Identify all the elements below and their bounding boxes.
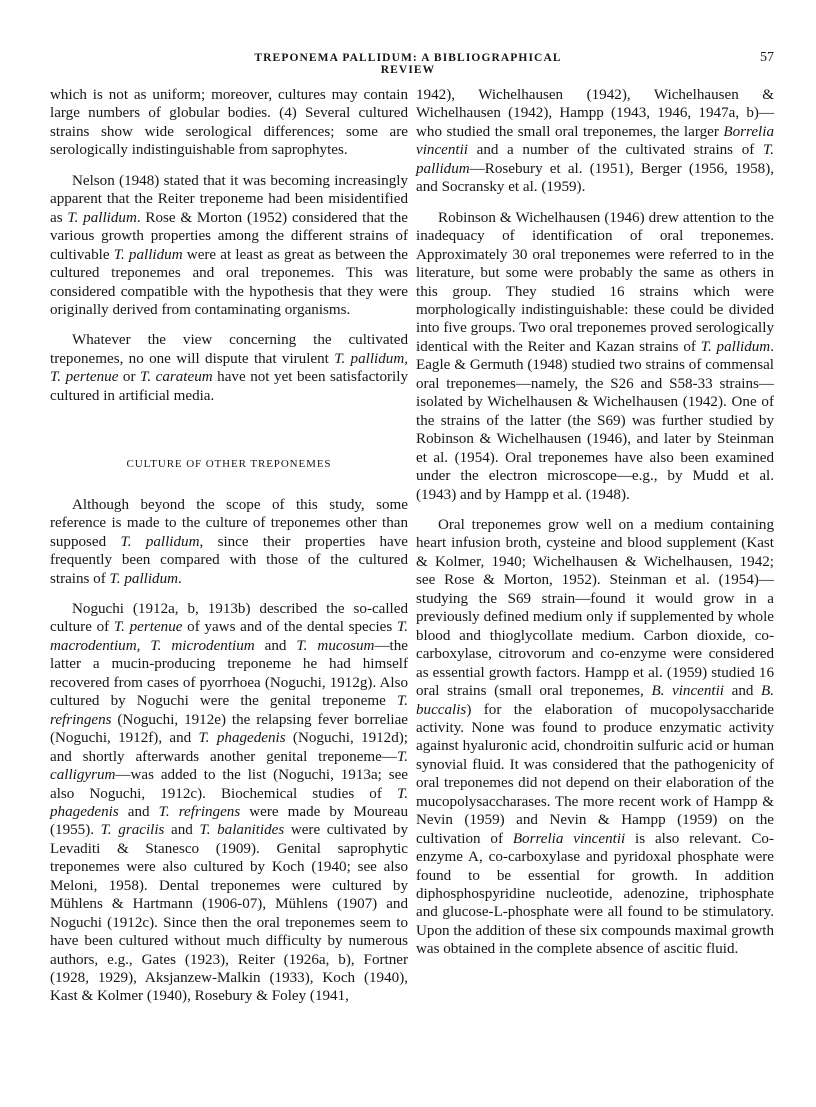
section-heading: CULTURE OF OTHER TREPONEMES xyxy=(126,458,332,471)
paragraph: 1942), Wichelhausen (1942), Wichelhausen & Wichelhausen (1942), Hampp (1943, 1946, 1947a, b)—who studied the small oral treponemes, the larger Borrelia vincentii and a number of the cultivated strains of T. pallidum—Rosebury et al. (1951), Berger (1956, 1958), and Socransky et al. (1959). xyxy=(416,87,774,196)
paragraph: Nelson (1948) stated that it was becoming increasingly apparent that the Reiter treponeme had been misidentified as T. pallidum. Rose & Morton (1952) considered that the various growth properties among the different strains of cultivable T. pallidum were at least as great as between the cultured treponemes and oral treponemes. This was considered compatible with the hypothesis that they were originally derived from contaminating organisms. xyxy=(50,172,408,318)
running-title: TREPONEMA PALLIDUM: A BIBLIOGRAPHICAL REVIEW xyxy=(254,52,562,76)
paragraph: Oral treponemes grow well on a medium containing heart infusion broth, cysteine and blood supplement (Kast & Kolmer, 1940; Wichelhausen & Wichelhausen, 1942; see Rose & Morton, 1952). Steinman et al. (1954)—studying the S69 strain—found it would grow in a previously defined medium only if supplemented by whole blood and thioglycollate medium. Carbon dioxide, co-carboxylase, citrovorum and co-enzyme were considered as essential growth factors. Hampp et al. (1959) studied 16 oral strains (small oral treponemes, B. vincentii and B. buccalis) for the elaboration of mucopolysaccharide activity. None was found to produce enzymatic activity against hyaluronic acid, chondroitin sulfuric acid or human synovial fluid. It was considered that the pathogenicity of oral treponemes did not depend on their elaboration of the mucopolysaccharases. The more recent work of Hampp & Nevin (1959) and Nevin & Hampp (1959) on the cultivation of Borrelia vincentii is also relevant. Co-enzyme A, co-carboxylase and pyridoxal phosphate were found to be essential for growth. In addition diphosphospyridine nucleotide, adenozine, triphosphate and glucose-L-phosphate were all found to be stimulatory. Upon the addition of these six compounds maximal growth was obtained in the complete absence of ascitic fluid. xyxy=(416,516,775,958)
left-column xyxy=(50,86,408,1018)
paragraph: Although beyond the scope of this study, some reference is made to the culture of treponemes other than supposed T. pallidum, since their properties have frequently been compared with those of the cultured strains of T. pallidum. xyxy=(50,496,408,587)
paragraph: which is not as uniform; moreover, cultures may contain large numbers of globular bodies. (4) Several cultured strains show wide serological differences; some are serologically indistinguishable from saprophytes. xyxy=(50,87,408,159)
page-number: 57 xyxy=(760,50,774,65)
paragraph: Noguchi (1912a, b, 1913b) described the so-called culture of T. pertenue of yaws and of the dental species T. macrodentium, T. microdentium and T. mucosum—the latter a mucin-producing treponeme he had himself recovered from cases of pyorrhoea (Noguchi, 1912g). Also cultured by Noguchi were the genital treponeme T. refringens (Noguchi, 1912e) the relapsing fever borreliae (Noguchi, 1912f), and T. phagedenis (Noguchi, 1912d); and shortly afterwards another genital treponeme—T. calligyrum—was added to the list (Noguchi, 1913a; see also Noguchi, 1912c). Biochemical studies of T. phagedenis and T. refringens were made by Moureau (1955). T. gracilis and T. balanitides were cultivated by Levaditi & Stanesco (1909). Genital saprophytic treponemes were also cultured by Koch (1940; see also Meloni, 1958). Dental treponemes were cultured by Mühlens & Hartmann (1906-07), Mühlens (1907) and Noguchi (1912c). Since then the oral treponemes seem to have been cultured without much difficulty by numerous authors, e.g., Gates (1923), Reiter (1926a, b), Fortner (1928, 1929), Aksjanzew-Malkin (1933), Koch (1940), Kast & Kolmer (1940), Rosebury & Foley (1941, xyxy=(50,600,409,1005)
right-column xyxy=(416,86,774,971)
paragraph: Whatever the view concerning the cultivated treponemes, no one will dispute that virulent T. pallidum, T. pertenue or T. carateum have not yet been satisfactorily cultured in artificial media. xyxy=(50,332,409,404)
paragraph: Robinson & Wichelhausen (1946) drew attention to the inadequacy of identification of oral treponemes. Approximately 30 oral treponemes were referred to in the literature, but some were probably the same as others in this group. They studied 16 strains which were morphologically indistinguishable: these could be divided into five groups. Two oral treponemes proved serologically identical with the Reiter and Kazan strains of T. pallidum. Eagle & Germuth (1948) studied two strains of commensal oral treponemes—namely, the S26 and S58-33 strains—isolated by Wichelhausen & Wichelhausen (1942). One of the strains of the latter (the S69) was further studied by Robinson & Wichelhausen (1946), and later by Steinman et al. (1954). Oral treponemes have also been examined under the electron microscope—e.g., by Mudd et al. (1943) and by Hampp et al. (1948). xyxy=(416,209,774,503)
